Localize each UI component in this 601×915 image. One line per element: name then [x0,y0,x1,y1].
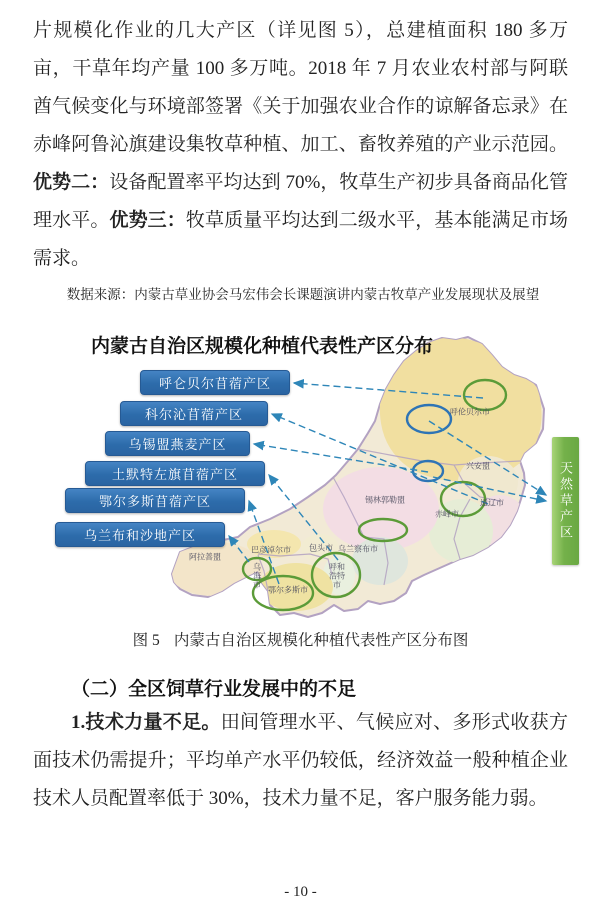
map-label-baotou: 包头市 [309,543,333,553]
map-label-tongliao: 通辽市 [480,498,504,508]
para2-point1-label: 1.技术力量不足。 [71,712,221,733]
zone-label-hulunbuir-alfalfa: 呼仑贝尔苜蓿产区 [140,370,290,395]
paragraph-advantages [33,12,568,278]
map-label-wuhai: 乌海市 [252,562,262,590]
figure-caption-number: 图 5 [132,632,160,649]
map-label-chifeng: 赤峰市 [435,509,459,519]
natural-grass-zone-bar [552,437,579,565]
para1-run3: 设备配置率平均达到 70%，牧草生产初步具备商品化管理水平。 [33,172,568,231]
para1-run5: 牧草质量平均达到二级水平，基本能满足市场需求。 [33,210,568,269]
natural-grass-zone-label: 天然草产区 [558,461,573,541]
para1-advantage2-label: 优势二： [33,172,110,193]
zone-label-tumd-left-alfalfa: 土默特左旗苜蓿产区 [85,461,265,486]
map-label-bayannur: 巴彦淖尔市 [251,545,291,555]
para1-run1: 片规模化作业的几大产区（详见图 5），总建植面积 180 多万亩，干草年均产量 100 多万吨。2018 年 7 月农业农村部与阿联酋气候变化与环境部签署《关于加强农业合作的谅解备忘录》在赤峰阿鲁沁旗建设集牧草种植、加工、畜牧养殖的产业示范园。 [33,20,568,155]
zone-label-wuxi-oat: 乌锡盟燕麦产区 [105,431,250,456]
map-label-alxa: 阿拉善盟 [189,552,221,562]
map-label-hulunbuir: 呼伦贝尔市 [450,407,490,417]
map-label-ordos: 鄂尔多斯市 [268,585,308,595]
figure-map-canvas [33,364,573,619]
zone-label-ulanbuh-sandyland: 乌兰布和沙地产区 [55,522,225,547]
map-label-xingan: 兴安盟 [466,461,490,471]
zone-label-ordos-alfalfa: 鄂尔多斯苜蓿产区 [65,488,245,513]
section-heading: （二）全区饲草行业发展中的不足 [71,679,357,700]
zone-label-horqin-alfalfa: 科尔沁苜蓿产区 [120,401,268,426]
figure-caption-text: 内蒙古自治区规模化种植代表性产区分布图 [173,632,469,649]
page-number: - 10 - [284,884,317,900]
figure-caption [33,628,568,650]
para1-advantage3-label: 优势三： [109,210,186,231]
map-label-xilingol: 锡林郭勒盟 [365,495,405,505]
paragraph-shortcomings [33,704,568,818]
map-label-ulanqab: 乌兰察布市 [338,544,378,554]
para2-run2: 田间管理水平、气候应对、多形式收获方面技术仍需提升；平均单产水平仍较低，经济效益一般种植企业技术人员配置率低于 30%，技术力量不足，客户服务能力弱。 [33,712,568,809]
data-source-note: 数据来源：内蒙古草业协会马宏伟会长课题演讲内蒙古牧草产业发展现状及展望 [66,287,540,302]
figure-title: 内蒙古自治区规模化种植代表性产区分布 [91,336,434,357]
map-label-hohhot: 呼和浩特市 [329,562,345,590]
